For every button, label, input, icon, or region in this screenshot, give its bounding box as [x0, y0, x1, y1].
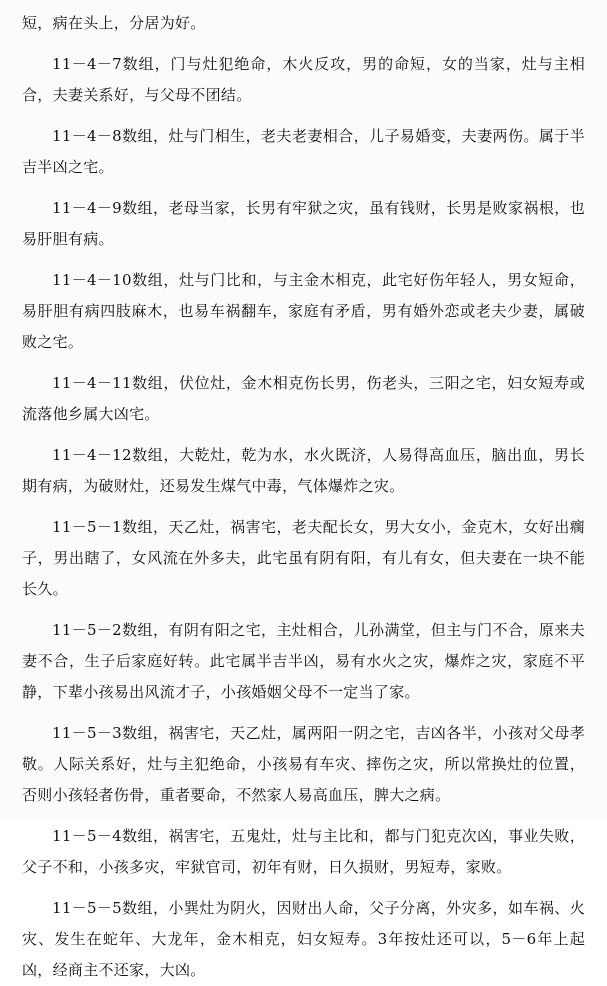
paragraph-11-4-12: 11－4－12数组，大乾灶，乾为水，水火既济，人易得高血压，脑出血，男长期有病，为破财灶，还易发生煤气中毒，气体爆炸之灾。: [22, 446, 585, 495]
paragraph-11-5-5: 11－5－5数组，小巽灶为阴火，因财出人命，父子分离，外灾多，如车祸、火灾、发生在蛇年、大龙年，金木相克，妇女短寿。3年按灶还可以，5－6年上起凶，经商主不还家，大凶。: [22, 899, 585, 979]
paragraph-11-5-4: 11－5－4数组，祸害宅，五鬼灶，灶与主比和，都与门犯克次凶，事业失败，父子不和，小孩多灾，牢狱官司，初年有财，日久损财，男短寿，家败。: [22, 827, 585, 876]
paragraph-11-5-3: 11－5－3数组，祸害宅，天乙灶，属两阳一阴之宅，吉凶各半，小孩对父母孝敬。人际关系好，灶与主犯绝命，小孩易有车灾、摔伤之灾，所以常换灶的位置，否则小孩轻者伤骨，重者要命，不然家人易高血压，脾大之病。: [22, 724, 585, 804]
paragraph-11-4-9: 11－4－9数组，老母当家，长男有牢狱之灾，虽有钱财，长男是败家祸根，也易肝胆有病。: [22, 199, 585, 248]
paragraph-11-4-11: 11－4－11数组，伏位灶，金木相克伤长男，伤老头，三阳之宅，妇女短寿或流落他乡属大凶宅。: [22, 374, 585, 423]
paragraph-11-5-1: 11－5－1数组，天乙灶，祸害宅，老夫配长女，男大女小，金克木，女好出瘸子，男出瞎了，女风流在外多夫，此宅虽有阴有阳，有儿有女，但夫妻在一块不能长久。: [22, 518, 585, 598]
paragraph-11-4-8: 11－4－8数组，灶与门相生，老夫老妻相合，儿子易婚变，夫妻两伤。属于半吉半凶之宅。: [22, 127, 585, 176]
paragraph-11-4-7: 11－4－7数组，门与灶犯绝命，木火反攻，男的命短，女的当家，灶与主相合，夫妻关系好，与父母不团结。: [22, 55, 585, 104]
paragraph-11-4-10: 11－4－10数组，灶与门比和，与主金木相克，此宅好伤年轻人，男女短命，易肝胆有病四肢麻木，也易车祸翻车，家庭有矛盾，男有婚外恋或老夫少妻，属破败之宅。: [22, 271, 585, 351]
paragraph-11-5-2: 11－5－2数组，有阴有阳之宅，主灶相合，儿孙满堂，但主与门不合，原来夫妻不合，生子后家庭好转。此宅属半吉半凶，易有水火之灾，爆炸之灾，家庭不平静，下辈小孩易出风流才子，小孩婚姻父母不一定当了家。: [22, 621, 585, 701]
paragraph-continued: 短，病在头上，分居为好。: [22, 14, 206, 32]
